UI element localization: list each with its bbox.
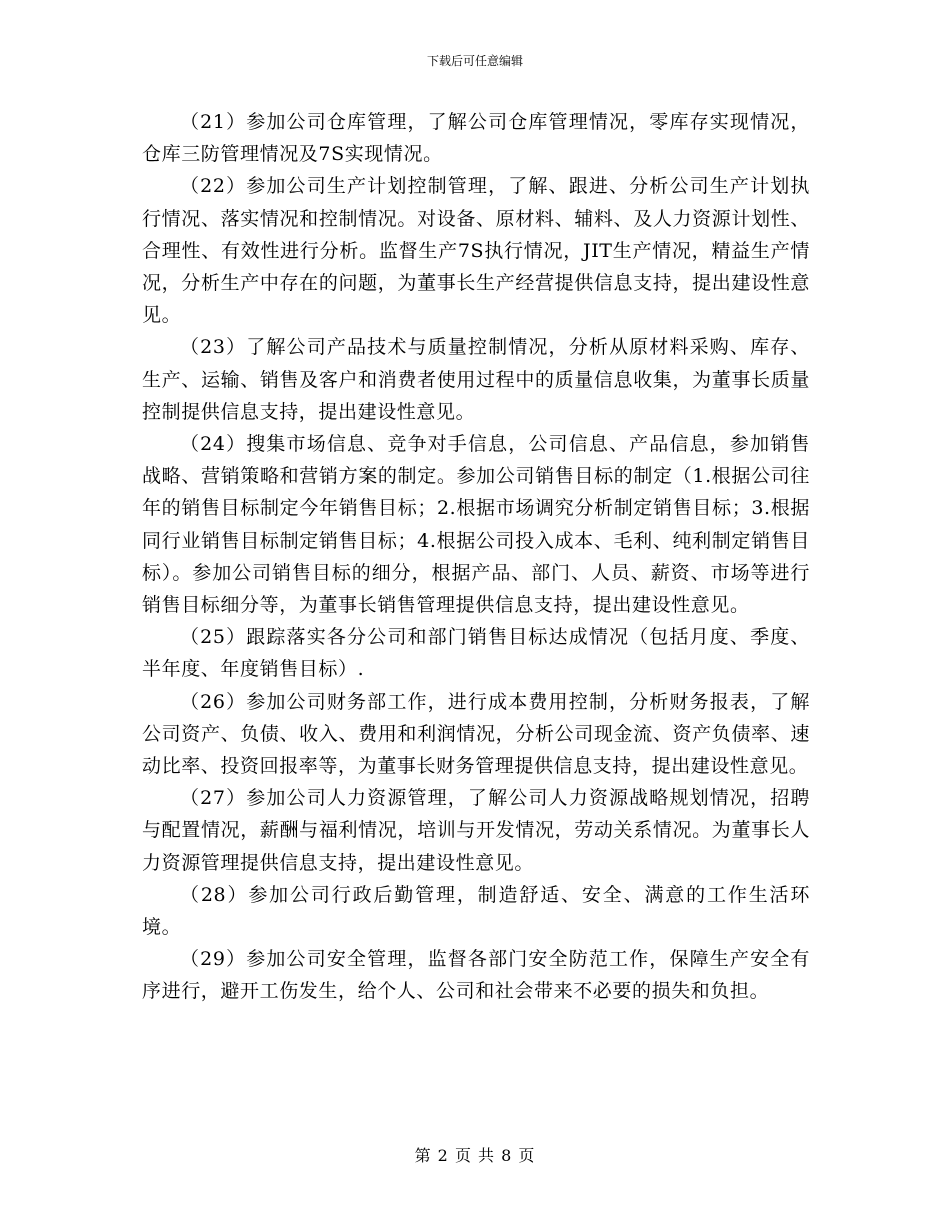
document-body — [142, 106, 810, 1008]
page-footer: 第 2 页 共 8 页 — [414, 1146, 536, 1165]
paragraph-26: （26）参加公司财务部工作，进行成本费用控制，分析财务报表，了解公司资产、负债、收入、费用和利润情况，分析公司现金流、资产负债率、速动比率、投资回报率等，为董事长财务管理提供信息支持，提出建设性意见。 — [142, 690, 810, 778]
paragraph-25: （25）跟踪落实各分公司和部门销售目标达成情况（包括月度、季度、半年度、年度销售目标）. — [142, 626, 810, 681]
paragraph-27: （27）参加公司人力资源管理，了解公司人力资源战略规划情况，招聘与配置情况，薪酬与福利情况，培训与开发情况，劳动关系情况。为董事长人力资源管理提供信息支持，提出建设性意见。 — [142, 787, 810, 874]
paragraph-22: （22）参加公司生产计划控制管理，了解、跟进、分析公司生产计划执行情况、落实情况和控制情况。对设备、原材料、辅料、及人力资源计划性、合理性、有效性进行分析。监督生产7S执行情况，JIT生产情况，精益生产情况，分析生产中存在的问题，为董事长生产经营提供信息支持，提出建设性意见。 — [142, 175, 810, 327]
paragraph-29: （29）参加公司安全管理，监督各部门安全防范工作，保障生产安全有序进行，避开工伤发生，给个人、公司和社会带来不必要的损失和负担。 — [142, 948, 810, 1003]
paragraph-28: （28）参加公司行政后勤管理，制造舒适、安全、满意的工作生活环境。 — [142, 883, 810, 939]
paragraph-23: （23）了解公司产品技术与质量控制情况，分析从原材料采购、库存、生产、运输、销售及客户和消费者使用过程中的质量信息收集，为董事长质量控制提供信息支持，提出建设性意见。 — [142, 336, 810, 423]
page-header: 下载后可任意编辑 — [426, 54, 523, 68]
paragraph-21: （21）参加公司仓库管理，了解公司仓库管理情况，零库存实现情况，仓库三防管理情况及7S实现情况。 — [142, 111, 810, 166]
paragraph-24: （24）搜集市场信息、竞争对手信息，公司信息、产品信息，参加销售战略、营销策略和营销方案的制定。参加公司销售目标的制定（1.根据公司往年的销售目标制定今年销售目标；2.根据市场调究分析制定销售目标；3.根据同行业销售目标制定销售目标；4.根据公司投入成本、毛利、纯利制定销售目标）。参加公司销售目标的细分，根据产品、部门、人员、薪资、市场等进行销售目标细分等，为董事长销售管理提供信息支持，提出建设性意见。 — [142, 433, 810, 617]
